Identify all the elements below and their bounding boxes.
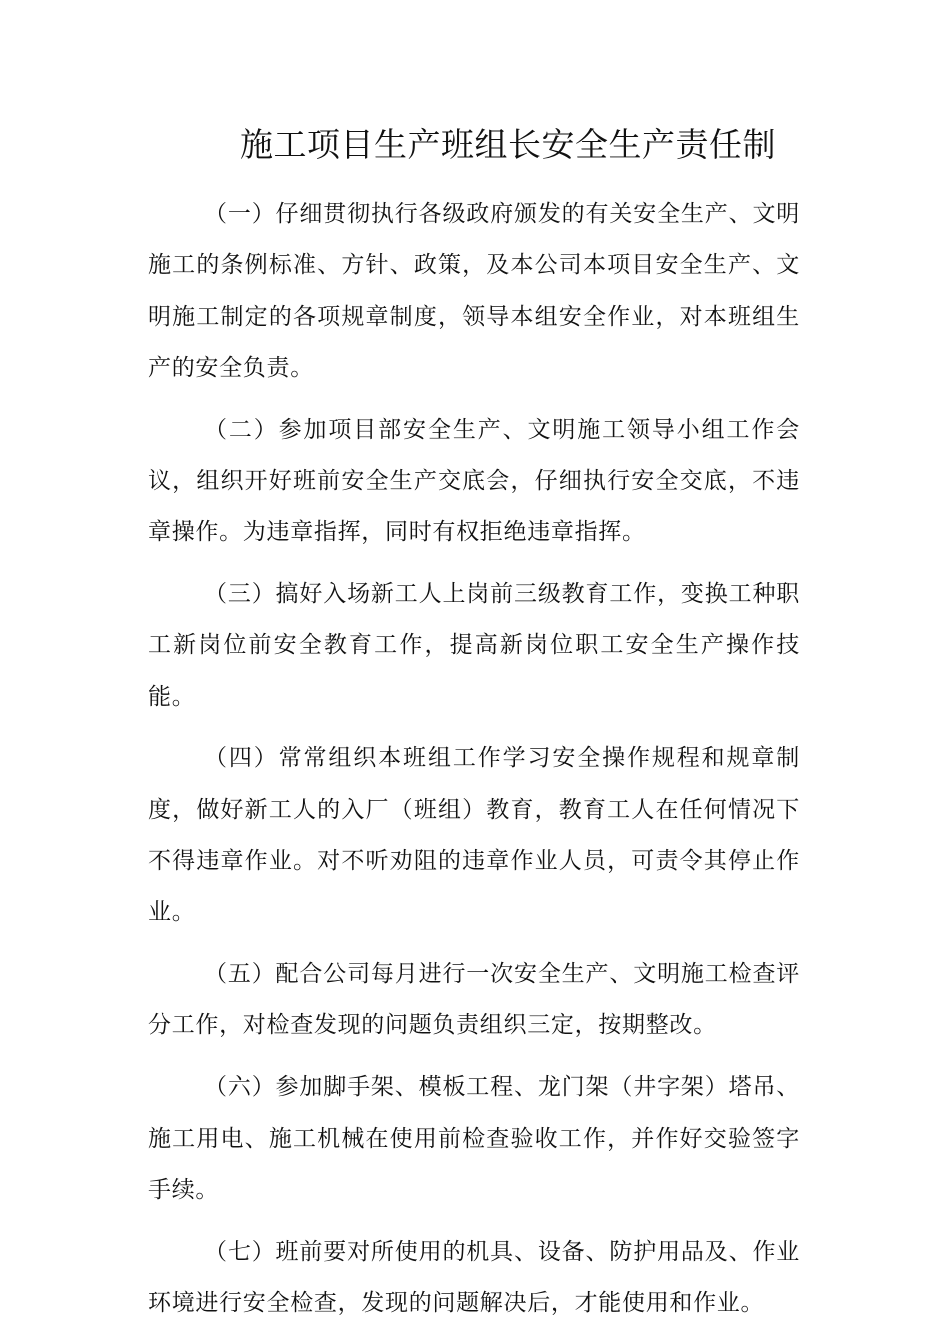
- document-title: 施工项目生产班组长安全生产责任制: [240, 125, 776, 164]
- clause-5: （五）配合公司每月进行一次安全生产、文明施工检查评分工作，对检查发现的问题负责组织三定，按期整改。: [148, 961, 800, 1039]
- clause-2: （二）参加项目部安全生产、文明施工领导小组工作会议，组织开好班前安全生产交底会，仔细执行安全交底，不违章操作。为违章指挥，同时有权拒绝违章指挥。: [148, 416, 800, 546]
- clause-7: （七）班前要对所使用的机具、设备、防护用品及、作业环境进行安全检查，发现的问题解决后，才能使用和作业。: [148, 1238, 800, 1316]
- clause-6: （六）参加脚手架、模板工程、龙门架（井字架）塔吊、施工用电、施工机械在使用前检查验收工作，并作好交验签字手续。: [148, 1074, 800, 1203]
- clause-3: （三）搞好入场新工人上岗前三级教育工作，变换工种职工新岗位前安全教育工作，提高新岗位职工安全生产操作技能。: [148, 581, 800, 710]
- document-body: [148, 189, 800, 1340]
- clause-1: （一）仔细贯彻执行各级政府颁发的有关安全生产、文明施工的条例标准、方针、政策，及本公司本项目安全生产、文明施工制定的各项规章制度，领导本组安全作业，对本班组生产的安全负责。: [148, 201, 800, 381]
- clause-4: （四）常常组织本班组工作学习安全操作规程和规章制度，做好新工人的入厂（班组）教育，教育工人在任何情况下不得违章作业。对不听劝阻的违章作业人员，可责令其停止作业。: [148, 745, 800, 926]
